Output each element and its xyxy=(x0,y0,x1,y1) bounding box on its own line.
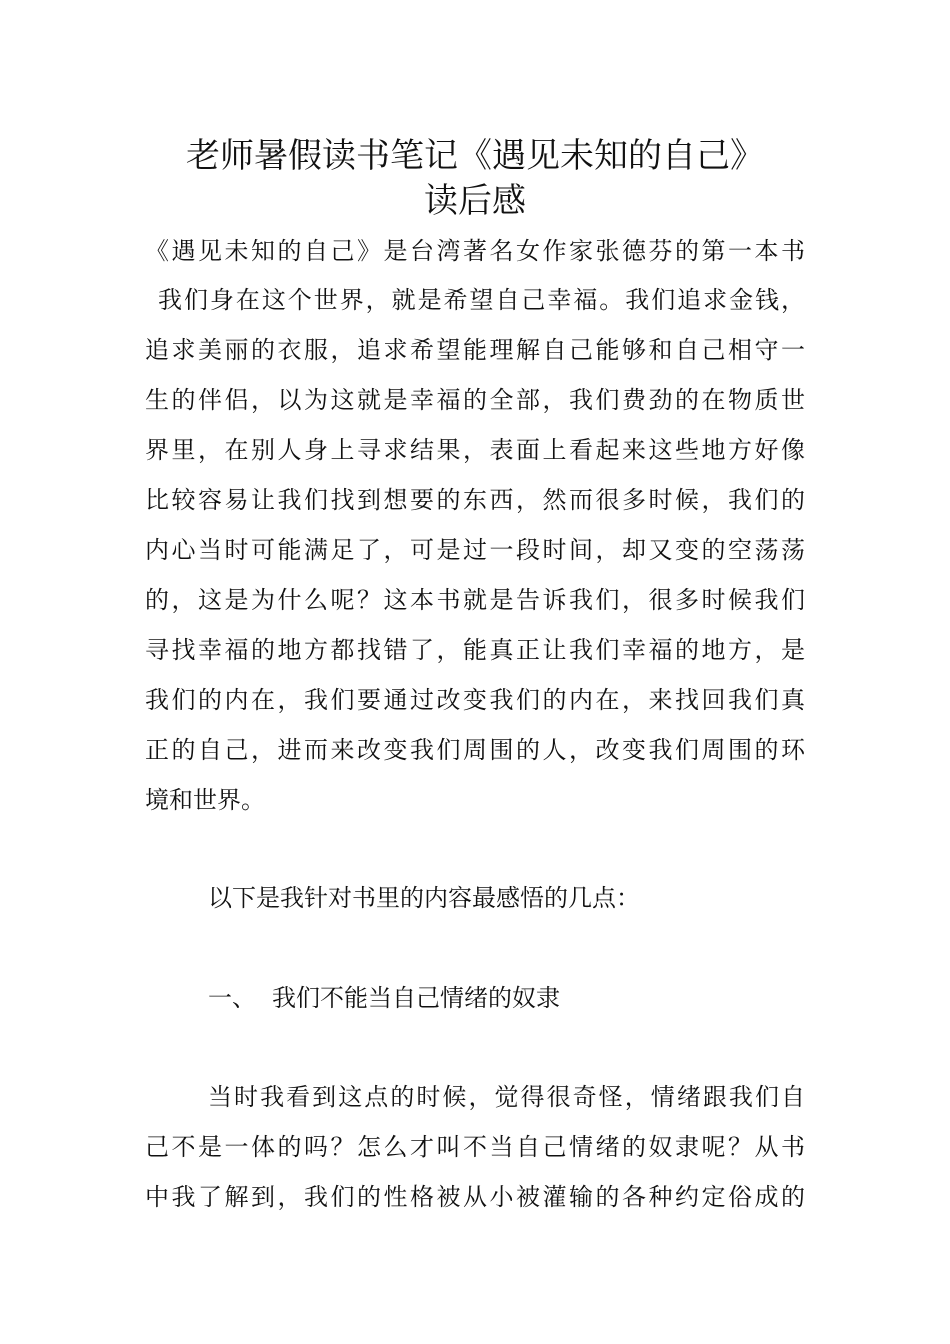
paragraph-line: 内心当时可能满足了，可是过一段时间，却又变的空荡荡 xyxy=(145,536,805,564)
section-heading-text: 我们不能当自己情绪的奴隶 xyxy=(272,984,560,1012)
paragraph-line: 正的自己，进而来改变我们周围的人，改变我们周围的环 xyxy=(145,736,805,764)
paragraph-line: 己不是一体的吗？怎么才叫不当自己情绪的奴隶呢？从书 xyxy=(145,1133,805,1161)
paragraph-line: 《遇见未知的自己》是台湾著名女作家张德芬的第一本书 xyxy=(145,237,805,265)
paragraph-line: 比较容易让我们找到想要的东西，然而很多时候，我们的 xyxy=(145,486,805,514)
paragraph-line: 我们身在这个世界，就是希望自己幸福。我们追求金钱， xyxy=(158,286,805,314)
document-title-line-2: 读后感 xyxy=(424,181,526,221)
points-intro: 以下是我针对书里的内容最感悟的几点： xyxy=(208,884,640,912)
paragraph-line: 境和世界。 xyxy=(145,786,265,814)
document-title-line-1: 老师暑假读书笔记《遇见未知的自己》 xyxy=(186,136,764,176)
section-number: 一、 xyxy=(208,984,256,1012)
paragraph-line: 界里，在别人身上寻求结果，表面上看起来这些地方好像 xyxy=(145,436,805,464)
paragraph-line: 中我了解到，我们的性格被从小被灌输的各种约定俗成的 xyxy=(145,1183,805,1211)
paragraph-line: 寻找幸福的地方都找错了，能真正让我们幸福的地方，是 xyxy=(145,636,805,664)
paragraph-line: 追求美丽的衣服，追求希望能理解自己能够和自己相守一 xyxy=(145,336,805,364)
paragraph-line: 生的伴侣，以为这就是幸福的全部，我们费劲的在物质世 xyxy=(145,386,805,414)
paragraph-line: 当时我看到这点的时候，觉得很奇怪，情绪跟我们自 xyxy=(208,1083,805,1111)
section-heading-1 xyxy=(208,983,805,1013)
paragraph-line: 的，这是为什么呢？这本书就是告诉我们，很多时候我们 xyxy=(145,586,805,614)
paragraph-line: 我们的内在，我们要通过改变我们的内在，来找回我们真 xyxy=(145,686,805,714)
